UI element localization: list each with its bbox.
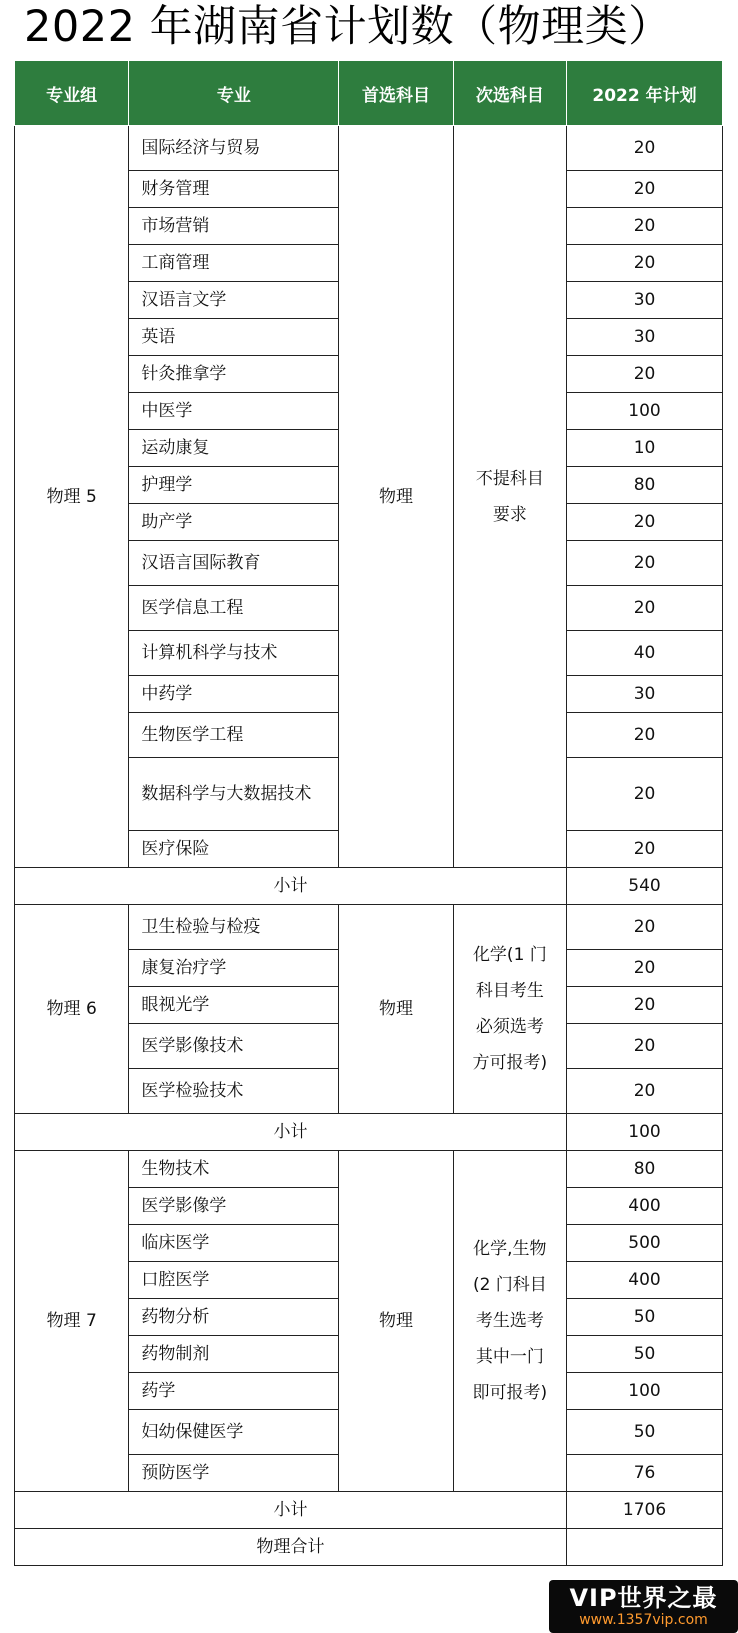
subtotal-row [15,1492,723,1529]
second-subject: 化学,生物 (2 门科目 考生选考 其中一门 即可报考) [453,1151,566,1492]
plan-value: 20 [567,586,723,631]
total-value [567,1529,723,1566]
plan-value: 20 [567,245,723,282]
major-name: 药物制剂 [129,1336,339,1373]
major-name: 卫生检验与检疫 [129,905,339,950]
major-name: 康复治疗学 [129,950,339,987]
major-name: 工商管理 [129,245,339,282]
major-name: 汉语言国际教育 [129,541,339,586]
major-name: 医学信息工程 [129,586,339,631]
major-name: 中医学 [129,393,339,430]
major-name: 针灸推拿学 [129,356,339,393]
major-name: 生物医学工程 [129,713,339,758]
major-name: 医疗保险 [129,831,339,868]
subtotal-label: 小计 [15,1492,567,1529]
plan-value: 30 [567,676,723,713]
major-name: 生物技术 [129,1151,339,1188]
major-name: 计算机科学与技术 [129,631,339,676]
total-label: 物理合计 [15,1529,567,1566]
major-name: 医学影像学 [129,1188,339,1225]
plan-value: 100 [567,1373,723,1410]
watermark-logo [549,1580,738,1633]
major-name: 中药学 [129,676,339,713]
first-subject: 物理 [339,905,453,1114]
plan-value: 30 [567,282,723,319]
plan-value: 80 [567,467,723,504]
plan-value: 40 [567,631,723,676]
page-title: 2022 年湖南省计划数（物理类） [24,2,672,52]
major-name: 运动康复 [129,430,339,467]
plan-value: 20 [567,713,723,758]
subtotal-value: 1706 [567,1492,723,1529]
major-name: 药学 [129,1373,339,1410]
plan-value: 20 [567,950,723,987]
major-name: 临床医学 [129,1225,339,1262]
plan-table [14,60,723,1566]
major-name: 医学检验技术 [129,1069,339,1114]
plan-value: 500 [567,1225,723,1262]
watermark-url: www.1357vip.com [579,1612,708,1628]
major-name: 眼视光学 [129,987,339,1024]
header-major: 专业 [129,61,339,126]
major-name: 国际经济与贸易 [129,126,339,171]
major-name: 助产学 [129,504,339,541]
subtotal-row [15,1114,723,1151]
subtotal-label: 小计 [15,1114,567,1151]
major-name: 市场营销 [129,208,339,245]
group-name: 物理 7 [15,1151,129,1492]
major-name: 预防医学 [129,1455,339,1492]
total-row [15,1529,723,1566]
plan-value: 20 [567,356,723,393]
table-row [15,1151,723,1188]
subtotal-value: 540 [567,868,723,905]
plan-value: 20 [567,987,723,1024]
plan-value: 20 [567,758,723,831]
plan-value: 20 [567,541,723,586]
header-plan-2022: 2022 年计划 [567,61,723,126]
plan-value: 80 [567,1151,723,1188]
plan-value: 76 [567,1455,723,1492]
first-subject: 物理 [339,126,453,868]
table-row [15,905,723,950]
plan-value: 30 [567,319,723,356]
plan-value: 100 [567,393,723,430]
major-name: 护理学 [129,467,339,504]
plan-value: 400 [567,1262,723,1299]
plan-value: 20 [567,905,723,950]
plan-value: 10 [567,430,723,467]
plan-value: 20 [567,831,723,868]
plan-value: 20 [567,171,723,208]
second-subject: 不提科目 要求 [453,126,566,868]
major-name: 数据科学与大数据技术 [129,758,339,831]
major-name: 妇幼保健医学 [129,1410,339,1455]
plan-value: 20 [567,208,723,245]
major-name: 汉语言文学 [129,282,339,319]
major-name: 财务管理 [129,171,339,208]
plan-value: 400 [567,1188,723,1225]
major-name: 口腔医学 [129,1262,339,1299]
group-name: 物理 6 [15,905,129,1114]
watermark-brand: VIP世界之最 [569,1584,718,1612]
group-name: 物理 5 [15,126,129,868]
header-first-subject: 首选科目 [339,61,453,126]
second-subject: 化学(1 门 科目考生 必须选考 方可报考) [453,905,566,1114]
subtotal-label: 小计 [15,868,567,905]
plan-value: 20 [567,1069,723,1114]
subtotal-row [15,868,723,905]
plan-value: 50 [567,1410,723,1455]
header-second-subject: 次选科目 [453,61,566,126]
plan-value: 20 [567,504,723,541]
major-name: 英语 [129,319,339,356]
plan-value: 50 [567,1299,723,1336]
plan-value: 20 [567,126,723,171]
major-name: 药物分析 [129,1299,339,1336]
plan-value: 20 [567,1024,723,1069]
header-major-group: 专业组 [15,61,129,126]
table-header-row [15,61,723,126]
subtotal-value: 100 [567,1114,723,1151]
table-row [15,126,723,171]
first-subject: 物理 [339,1151,453,1492]
major-name: 医学影像技术 [129,1024,339,1069]
plan-value: 50 [567,1336,723,1373]
